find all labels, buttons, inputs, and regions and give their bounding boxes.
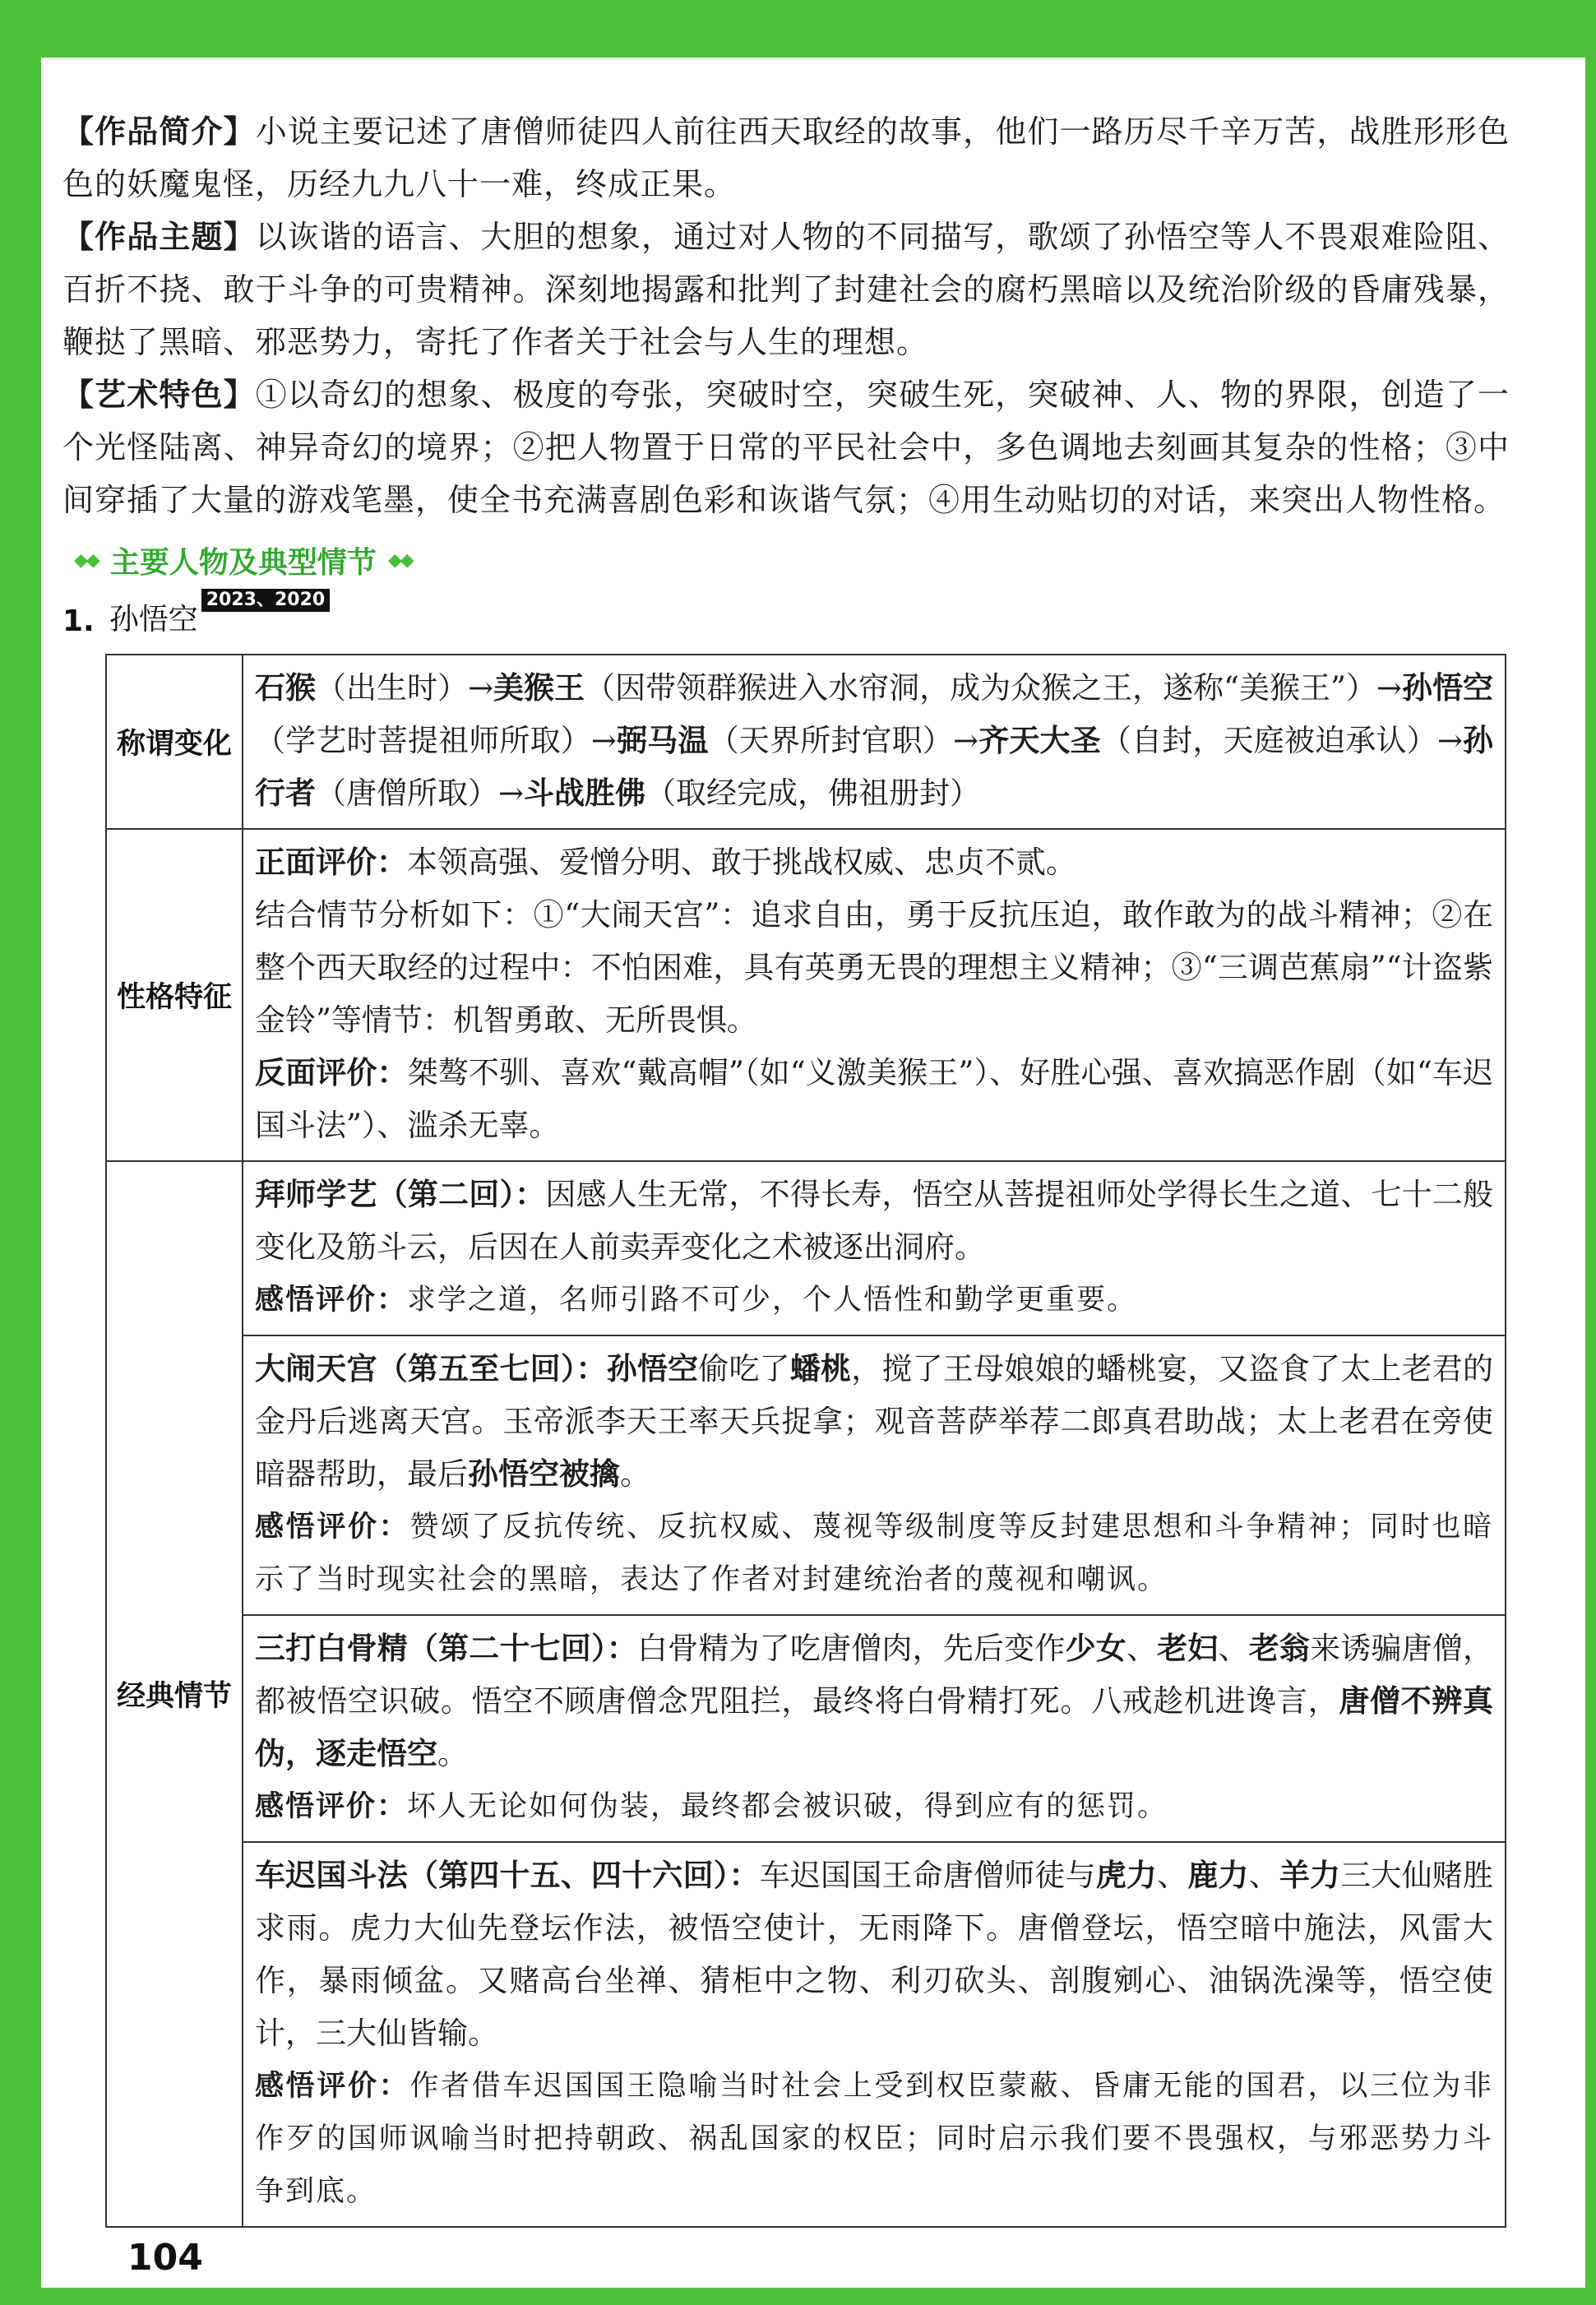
comment-text: 作者借车迟国国王隐喻当时社会上受到权臣蒙蔽、昏庸无能的国君，以三位为非作歹的国师讽喻当时把持朝政、祸乱国家的权臣；同时启示我们要不畏强权，与邪恶势力斗争到底。 xyxy=(255,2070,1493,2208)
character-table xyxy=(105,654,1506,2228)
title-note: （取经完成，佛祖册封） xyxy=(645,775,981,811)
plot-item xyxy=(243,1336,1505,1616)
comment-text: 赞颂了反抗传统、反抗权威、蔑视等级制度等反封建思想和斗争精神；同时也暗示了当时现实社会的黑暗，表达了作者对封建统治者的蔑视和嘲讽。 xyxy=(255,1511,1493,1596)
titles-cell xyxy=(243,655,1506,829)
plot-summary xyxy=(255,1169,1493,1274)
negative-eval-text: 桀骜不驯、喜欢“戴高帽”（如“义激美猴王”）、好胜心强、喜欢搞恶作剧（如“车迟国斗法”）、滥杀无辜。 xyxy=(255,1055,1494,1143)
plot-keyword: 唐僧不辨真伪，逐走悟空 xyxy=(255,1683,1494,1771)
plot-title: 拜师学艺（第二回）： xyxy=(255,1177,546,1212)
row-label: 称谓变化 xyxy=(106,655,243,829)
comment-text: 坏人无论如何伪装，最终都会被识破，得到应有的惩罚。 xyxy=(407,1790,1168,1823)
plot-text: 、 xyxy=(1248,1858,1279,1893)
plots-cell xyxy=(243,1161,1506,2227)
intro-block xyxy=(62,105,1510,638)
title-stage: 弼马温 xyxy=(616,723,709,758)
title-note: （天界所封官职）→ xyxy=(708,723,979,758)
title-stage: 孙行者 xyxy=(255,723,1494,811)
plot-keyword: 鹿力 xyxy=(1187,1858,1249,1893)
comment-tag: 感悟评价： xyxy=(255,1790,408,1823)
plot-text: 白骨精为了吃唐僧肉，先后变作 xyxy=(636,1631,1066,1666)
work-intro xyxy=(62,105,1510,211)
exam-years-badge: 2023、2020 xyxy=(201,589,330,612)
title-stage: 齐天大圣 xyxy=(978,723,1101,758)
work-theme xyxy=(62,211,1510,368)
negative-eval xyxy=(255,1047,1493,1152)
plot-text: 。 xyxy=(620,1456,650,1492)
plot-keyword: 羊力 xyxy=(1279,1858,1341,1893)
art-features xyxy=(62,368,1510,526)
plot-keyword: 老翁 xyxy=(1248,1631,1311,1666)
title-stage: 美猴王 xyxy=(493,670,585,706)
plot-text: 车迟国国王命唐僧师徒与 xyxy=(759,1858,1096,1893)
plot-title: 三打白骨精（第二十七回）： xyxy=(255,1631,637,1666)
plot-summary xyxy=(255,1343,1493,1501)
comment-text: 求学之道，名师引路不可少，个人悟性和勤学更重要。 xyxy=(407,1284,1138,1317)
title-stage: 孙悟空 xyxy=(1402,670,1494,706)
table-row-titles xyxy=(106,655,1506,829)
title-note: （自封，天庭被迫承认）→ xyxy=(1100,723,1463,758)
plot-comment xyxy=(255,1780,1493,1833)
character-number: 1. xyxy=(62,604,95,638)
positive-eval-text: 本领高强、爱憎分明、敢于挑战权威、忠贞不贰。 xyxy=(407,845,1076,880)
plot-title: 车迟国斗法（第四十五、四十六回）： xyxy=(255,1858,760,1893)
plot-text: ，搅了王母娘娘的蟠桃宴，又盗食了太上老君的金丹后逃离天宫。玉帝派李天王率天兵捉拿；观音菩萨举荐二郎真君助战；太上老君在旁使暗器帮助，最后 xyxy=(255,1351,1493,1492)
plot-summary xyxy=(255,1622,1493,1780)
row-label: 性格特征 xyxy=(106,829,243,1161)
plot-keyword: 孙悟空被擒 xyxy=(468,1456,620,1492)
titles-text xyxy=(243,655,1505,828)
character-heading xyxy=(62,587,1510,638)
plot-keyword: 少女 xyxy=(1065,1631,1126,1666)
work-theme-text: 以诙谐的语言、大胆的想象，通过对人物的不同描写，歌颂了孙悟空等人不畏艰难险阻、百折不挠、敢于斗争的可贵精神。深刻地揭露和批判了封建社会的腐朽黑暗以及统治阶级的昏庸残暴，鞭挞了黑暗、邪恶势力，寄托了作者关于社会与人生的理想。 xyxy=(62,219,1510,360)
plot-text: 三大仙赌胜求雨。虎力大仙先登坛作法，被悟空使计，无雨降下。唐僧登坛，悟空暗中施法，风雷大作，暴雨倾盆。又赌高台坐禅、猜柜中之物、利刃砍头、剖腹剜心、油锅洗澡等，悟空使计，三大仙皆输。 xyxy=(255,1858,1493,2051)
plot-title: 大闹天宫（第五至七回）： xyxy=(255,1351,607,1386)
plot-comment xyxy=(255,1501,1493,1606)
diamond-decor-right-icon: ◆◆ xyxy=(387,549,413,571)
character-name: 孙悟空 xyxy=(109,603,198,636)
plot-text: 、 xyxy=(1157,1858,1188,1893)
work-theme-tag: 【作品主题】 xyxy=(62,219,256,255)
plot-text: 、 xyxy=(1218,1631,1249,1666)
title-note: （因带领群猴进入水帘洞，成为众猴之王，遂称“美猴王”）→ xyxy=(585,670,1402,706)
art-features-tag: 【艺术特色】 xyxy=(62,377,256,413)
art-features-text: ①以奇幻的想象、极度的夸张，突破时空，突破生死，突破神、人、物的界限，创造了一个光怪陆离、神异奇幻的境界；②把人物置于日常的平民社会中，多色调地去刻画其复杂的性格；③中间穿插了大量的游戏笔墨，使全书充满喜剧色彩和诙谐气氛；④用生动贴切的对话，来突出人物性格。 xyxy=(62,377,1510,518)
plot-comment xyxy=(255,2060,1493,2218)
title-stage: 斗战胜佛 xyxy=(524,775,646,811)
title-note: （学艺时菩提祖师所取）→ xyxy=(255,723,617,758)
comment-tag: 感悟评价： xyxy=(255,1284,408,1317)
plot-keyword: 虎力 xyxy=(1095,1858,1158,1893)
table-row-plots xyxy=(106,1161,1506,2227)
plot-item xyxy=(243,1162,1505,1336)
plot-text: 因感人生无常，不得长寿，悟空从菩提祖师处学得长生之道、七十二般变化及筋斗云，后因在人前卖弄变化之术被逐出洞府。 xyxy=(255,1177,1493,1265)
work-intro-tag: 【作品简介】 xyxy=(62,113,256,150)
title-stage: 石猴 xyxy=(255,670,317,706)
plot-keyword: 孙悟空 xyxy=(606,1351,699,1386)
plot-text: 、 xyxy=(1126,1631,1158,1666)
positive-eval xyxy=(255,836,1493,889)
plot-analysis: 结合情节分析如下：①“大闹天宫”：追求自由，勇于反抗压迫，敢作敢为的战斗精神；②在整个西天取经的过程中：不怕困难，具有英勇无畏的理想主义精神；③“三调芭蕉扇”“计盗紫金铃”等情节：机智勇敢、无所畏惧。 xyxy=(255,897,1493,1038)
plot-item xyxy=(243,1843,1505,2226)
positive-eval-tag: 正面评价： xyxy=(255,845,407,880)
row-label: 经典情节 xyxy=(106,1161,243,2227)
section-title: 主要人物及典型情节 xyxy=(109,545,377,580)
comment-tag: 感悟评价： xyxy=(255,1511,410,1544)
table-row-personality xyxy=(106,829,1506,1161)
plot-text: 。 xyxy=(437,1736,468,1771)
plot-comment xyxy=(255,1274,1493,1326)
plot-keyword: 老妇 xyxy=(1157,1631,1219,1666)
title-note: （唐僧所取）→ xyxy=(316,775,525,811)
plot-text: 偷吃了 xyxy=(698,1351,790,1386)
personality-text xyxy=(243,830,1505,1160)
personality-cell xyxy=(243,829,1506,1161)
section-heading xyxy=(62,538,1510,582)
plot-item xyxy=(243,1616,1505,1843)
plot-summary xyxy=(255,1849,1493,2060)
title-note: （出生时）→ xyxy=(316,670,494,706)
plot-text: 来诱骗唐僧，都被悟空识破。悟空不顾唐僧念咒阻拦，最终将白骨精打死。八戒趁机进谗言， xyxy=(255,1631,1493,1719)
page-number: 104 xyxy=(127,2237,203,2279)
comment-tag: 感悟评价： xyxy=(255,2070,410,2103)
plot-keyword: 蟠桃 xyxy=(789,1351,852,1386)
diamond-decor-left-icon: ◆◆ xyxy=(74,549,99,571)
negative-eval-tag: 反面评价： xyxy=(255,1055,408,1090)
work-intro-text: 小说主要记述了唐僧师徒四人前往西天取经的故事，他们一路历尽千辛万苦，战胜形形色色的妖魔鬼怪，历经九九八十一难，终成正果。 xyxy=(62,113,1510,202)
